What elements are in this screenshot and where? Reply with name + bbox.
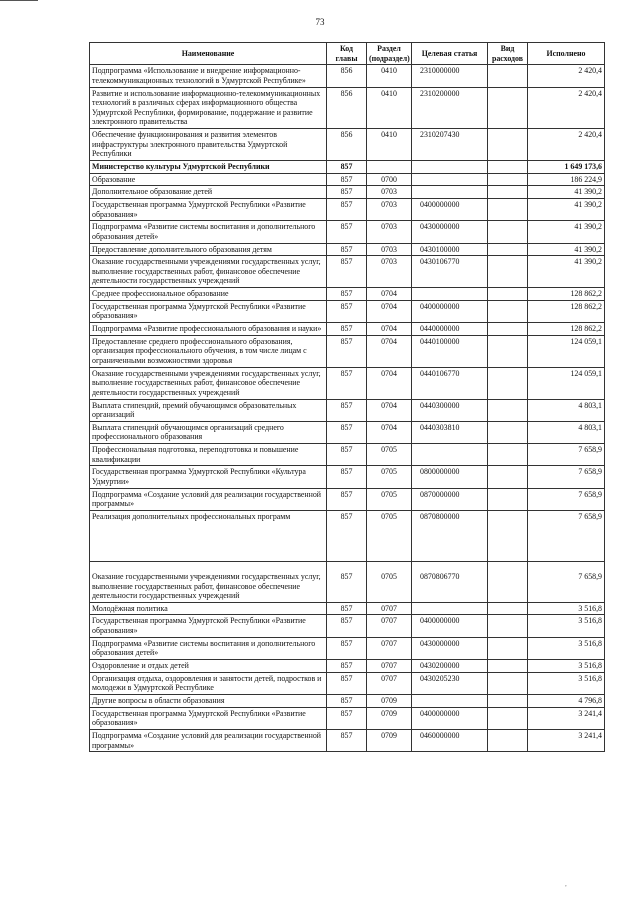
- row-type: [488, 243, 528, 256]
- row-sum: 3 516,8: [528, 602, 605, 615]
- row-sum: 128 862,2: [528, 300, 605, 322]
- row-section: 0704: [367, 399, 412, 421]
- row-sum: 124 059,1: [528, 335, 605, 367]
- row-section: 0704: [367, 335, 412, 367]
- row-section: 0703: [367, 221, 412, 243]
- row-article: 0870000000: [412, 488, 488, 510]
- row-code: 857: [327, 288, 367, 301]
- table-row: [90, 300, 605, 322]
- row-article: 0430200000: [412, 660, 488, 673]
- row-section: 0703: [367, 198, 412, 220]
- row-sum: 2 420,4: [528, 87, 605, 129]
- row-sum: 128 862,2: [528, 323, 605, 336]
- row-sum: 7 658,9: [528, 488, 605, 510]
- table-row: [90, 399, 605, 421]
- row-name: Развитие и использование информационно-телекоммуникационных технологий в различных сферах информационного общества Удмуртской Республики, формирование, поддержание и развитие электронного правительства: [90, 87, 327, 129]
- row-type: [488, 615, 528, 637]
- row-name: Организация отдыха, оздоровления и занятости детей, подростков и молодежи в Удмуртской Республике: [90, 672, 327, 694]
- row-code: 857: [327, 602, 367, 615]
- table-row: [90, 602, 605, 615]
- row-code: 856: [327, 87, 367, 129]
- row-code: 857: [327, 221, 367, 243]
- row-sum: 41 390,2: [528, 256, 605, 288]
- row-type: [488, 288, 528, 301]
- row-sum: 41 390,2: [528, 243, 605, 256]
- row-section: 0709: [367, 694, 412, 707]
- row-article: 0430000000: [412, 637, 488, 659]
- row-code: 857: [327, 561, 367, 602]
- row-code: 857: [327, 399, 367, 421]
- row-type: [488, 602, 528, 615]
- table-row: [90, 367, 605, 399]
- row-type: [488, 173, 528, 186]
- row-name: Выплата стипендий обучающимся организаций среднего профессионального образования: [90, 421, 327, 443]
- row-name: Подпрограмма «Развитие системы воспитания и дополнительного образования детей»: [90, 637, 327, 659]
- row-name: Государственная программа Удмуртской Республики «Культура Удмуртии»: [90, 466, 327, 488]
- row-type: [488, 65, 528, 87]
- row-name: Другие вопросы в области образования: [90, 694, 327, 707]
- row-sum: 4 796,8: [528, 694, 605, 707]
- row-name: Подпрограмма «Развитие профессионального образования и науки»: [90, 323, 327, 336]
- row-name: Профессиональная подготовка, переподготовка и повышение квалификации: [90, 444, 327, 466]
- row-section: 0703: [367, 243, 412, 256]
- row-type: [488, 488, 528, 510]
- row-section: 0707: [367, 660, 412, 673]
- table-row: [90, 87, 605, 129]
- row-section: 0709: [367, 729, 412, 751]
- row-type: [488, 323, 528, 336]
- row-type: [488, 335, 528, 367]
- row-article: [412, 444, 488, 466]
- table-row: [90, 561, 605, 602]
- row-article: 0400000000: [412, 707, 488, 729]
- row-type: [488, 660, 528, 673]
- row-code: 857: [327, 510, 367, 561]
- row-type: [488, 300, 528, 322]
- header-article: Целевая статья: [412, 43, 488, 65]
- row-article: 0400000000: [412, 300, 488, 322]
- row-article: 0400000000: [412, 198, 488, 220]
- row-article: 0460000000: [412, 729, 488, 751]
- table-row: [90, 444, 605, 466]
- row-name: Государственная программа Удмуртской Республики «Развитие образования»: [90, 198, 327, 220]
- row-section: 0707: [367, 602, 412, 615]
- row-type: [488, 707, 528, 729]
- row-type: [488, 466, 528, 488]
- row-article: 2310000000: [412, 65, 488, 87]
- row-section: 0705: [367, 466, 412, 488]
- row-code: 857: [327, 367, 367, 399]
- row-code: 857: [327, 161, 367, 174]
- row-section: 0703: [367, 186, 412, 199]
- row-code: 857: [327, 335, 367, 367]
- row-name: Подпрограмма «Развитие системы воспитания и дополнительного образования детей»: [90, 221, 327, 243]
- row-article: 0440100000: [412, 335, 488, 367]
- row-sum: 124 059,1: [528, 367, 605, 399]
- row-name: Оказание государственными учреждениями государственных услуг, выполнение государственных работ, финансовое обеспечение деятельности государственных учреждений: [90, 256, 327, 288]
- row-article: [412, 161, 488, 174]
- row-name: Оказание государственными учреждениями государственных услуг, выполнение государственных работ, финансовое обеспечение деятельности государственных учреждений: [90, 367, 327, 399]
- row-code: 856: [327, 65, 367, 87]
- row-code: 857: [327, 615, 367, 637]
- row-article: 2310200000: [412, 87, 488, 129]
- row-article: 0870806770: [412, 561, 488, 602]
- row-sum: 41 390,2: [528, 221, 605, 243]
- row-article: 0440106770: [412, 367, 488, 399]
- row-code: 856: [327, 129, 367, 161]
- row-type: [488, 198, 528, 220]
- row-section: 0704: [367, 367, 412, 399]
- row-name: Оказание государственными учреждениями государственных услуг, выполнение государственных работ, финансовое обеспечение деятельности государственных учреждений: [90, 561, 327, 602]
- row-name: Государственная программа Удмуртской Республики «Развитие образования»: [90, 707, 327, 729]
- row-name: Предоставление дополнительного образования детям: [90, 243, 327, 256]
- table-row: [90, 707, 605, 729]
- row-code: 857: [327, 466, 367, 488]
- row-article: [412, 602, 488, 615]
- table-body: [90, 65, 605, 752]
- row-code: 857: [327, 707, 367, 729]
- row-type: [488, 256, 528, 288]
- expenditure-table: [89, 42, 605, 752]
- row-section: 0704: [367, 323, 412, 336]
- row-type: [488, 399, 528, 421]
- row-name: Государственная программа Удмуртской Республики «Развитие образования»: [90, 615, 327, 637]
- row-sum: 41 390,2: [528, 186, 605, 199]
- table-row: [90, 65, 605, 87]
- row-section: 0707: [367, 615, 412, 637]
- row-code: 857: [327, 694, 367, 707]
- row-name: Дополнительное образование детей: [90, 186, 327, 199]
- scan-mark: ,: [565, 880, 567, 888]
- row-article: [412, 288, 488, 301]
- row-article: 0800000000: [412, 466, 488, 488]
- row-section: 0705: [367, 488, 412, 510]
- row-article: 0870800000: [412, 510, 488, 561]
- row-type: [488, 510, 528, 561]
- row-name: Подпрограмма «Создание условий для реализации государственной программы»: [90, 488, 327, 510]
- row-section: 0410: [367, 129, 412, 161]
- row-code: 857: [327, 421, 367, 443]
- row-name: Молодёжная политика: [90, 602, 327, 615]
- header-name: Наименование: [90, 43, 327, 65]
- row-type: [488, 729, 528, 751]
- row-sum: 2 420,4: [528, 129, 605, 161]
- table-row: [90, 198, 605, 220]
- row-sum: 4 803,1: [528, 399, 605, 421]
- table-row: [90, 694, 605, 707]
- row-section: 0707: [367, 637, 412, 659]
- table-row: [90, 186, 605, 199]
- row-article: 2310207430: [412, 129, 488, 161]
- row-sum: 7 658,9: [528, 510, 605, 561]
- row-code: 857: [327, 198, 367, 220]
- table-row: [90, 221, 605, 243]
- row-article: [412, 694, 488, 707]
- table-row: [90, 466, 605, 488]
- row-type: [488, 421, 528, 443]
- row-article: 0440000000: [412, 323, 488, 336]
- table-row: [90, 129, 605, 161]
- row-sum: 1 649 173,6: [528, 161, 605, 174]
- row-sum: 3 241,4: [528, 729, 605, 751]
- row-sum: 41 390,2: [528, 198, 605, 220]
- table-row: [90, 637, 605, 659]
- row-sum: 7 658,9: [528, 444, 605, 466]
- row-code: 857: [327, 672, 367, 694]
- page-number: 73: [315, 17, 325, 27]
- row-section: 0705: [367, 510, 412, 561]
- row-type: [488, 87, 528, 129]
- row-article: [412, 173, 488, 186]
- row-section: 0700: [367, 173, 412, 186]
- row-sum: 7 658,9: [528, 466, 605, 488]
- table-row: [90, 421, 605, 443]
- row-type: [488, 161, 528, 174]
- row-name: Подпрограмма «Использование и внедрение информационно-телекоммуникационных технологий в Удмуртской Республике»: [90, 65, 327, 87]
- row-sum: 4 803,1: [528, 421, 605, 443]
- row-code: 857: [327, 729, 367, 751]
- row-sum: 3 516,8: [528, 672, 605, 694]
- row-name: Выплата стипендий, премий обучающимся образовательных организаций: [90, 399, 327, 421]
- table-row: [90, 729, 605, 751]
- table-row: [90, 161, 605, 174]
- row-article: 0430205230: [412, 672, 488, 694]
- row-section: 0410: [367, 87, 412, 129]
- table-header-row: [90, 43, 605, 65]
- top-rule: [0, 0, 38, 1]
- row-section: 0704: [367, 421, 412, 443]
- row-sum: 128 862,2: [528, 288, 605, 301]
- row-code: 857: [327, 660, 367, 673]
- row-code: 857: [327, 323, 367, 336]
- row-article: [412, 186, 488, 199]
- row-section: 0705: [367, 561, 412, 602]
- row-section: 0707: [367, 672, 412, 694]
- row-name: Министерство культуры Удмуртской Республики: [90, 161, 327, 174]
- row-article: 0430100000: [412, 243, 488, 256]
- row-sum: 3 516,8: [528, 615, 605, 637]
- row-code: 857: [327, 637, 367, 659]
- row-code: 857: [327, 256, 367, 288]
- row-section: 0709: [367, 707, 412, 729]
- row-name: Реализация дополнительных профессиональных программ: [90, 510, 327, 561]
- row-type: [488, 221, 528, 243]
- row-name: Государственная программа Удмуртской Республики «Развитие образования»: [90, 300, 327, 322]
- row-name: Обеспечение функционирования и развития элементов инфраструктуры электронного правительства Удмуртской Республики: [90, 129, 327, 161]
- row-type: [488, 694, 528, 707]
- row-name: Оздоровление и отдых детей: [90, 660, 327, 673]
- row-code: 857: [327, 243, 367, 256]
- row-sum: 3 516,8: [528, 660, 605, 673]
- row-sum: 186 224,9: [528, 173, 605, 186]
- row-code: 857: [327, 300, 367, 322]
- table-row: [90, 335, 605, 367]
- row-name: Образование: [90, 173, 327, 186]
- table-row: [90, 510, 605, 561]
- table-row: [90, 323, 605, 336]
- header-sum: Исполнено: [528, 43, 605, 65]
- row-code: 857: [327, 488, 367, 510]
- row-type: [488, 672, 528, 694]
- row-sum: 3 516,8: [528, 637, 605, 659]
- table-row: [90, 660, 605, 673]
- table-row: [90, 288, 605, 301]
- table-row: [90, 243, 605, 256]
- row-section: 0410: [367, 65, 412, 87]
- row-code: 857: [327, 444, 367, 466]
- table-row: [90, 256, 605, 288]
- row-section: 0703: [367, 256, 412, 288]
- header-type: Вид расходов: [488, 43, 528, 65]
- table-row: [90, 672, 605, 694]
- row-article: 0430000000: [412, 221, 488, 243]
- row-article: 0430106770: [412, 256, 488, 288]
- row-article: 0440303810: [412, 421, 488, 443]
- row-sum: 3 241,4: [528, 707, 605, 729]
- row-type: [488, 444, 528, 466]
- table-row: [90, 615, 605, 637]
- row-type: [488, 367, 528, 399]
- table-row: [90, 488, 605, 510]
- row-section: 0704: [367, 288, 412, 301]
- row-section: 0705: [367, 444, 412, 466]
- row-type: [488, 561, 528, 602]
- table-row: [90, 173, 605, 186]
- header-code: Код главы: [327, 43, 367, 65]
- row-name: Предоставление среднего профессионального образования, организация профессионального обучения, в том числе лицам с ограниченными возможностями здоровья: [90, 335, 327, 367]
- row-type: [488, 129, 528, 161]
- row-type: [488, 637, 528, 659]
- row-article: 0400000000: [412, 615, 488, 637]
- row-name: Подпрограмма «Создание условий для реализации государственной программы»: [90, 729, 327, 751]
- row-name: Среднее профессиональное образование: [90, 288, 327, 301]
- row-section: 0704: [367, 300, 412, 322]
- row-type: [488, 186, 528, 199]
- row-code: 857: [327, 173, 367, 186]
- row-article: 0440300000: [412, 399, 488, 421]
- row-sum: 2 420,4: [528, 65, 605, 87]
- row-code: 857: [327, 186, 367, 199]
- row-sum: 7 658,9: [528, 561, 605, 602]
- header-section: Раздел (подраздел): [367, 43, 412, 65]
- row-section: [367, 161, 412, 174]
